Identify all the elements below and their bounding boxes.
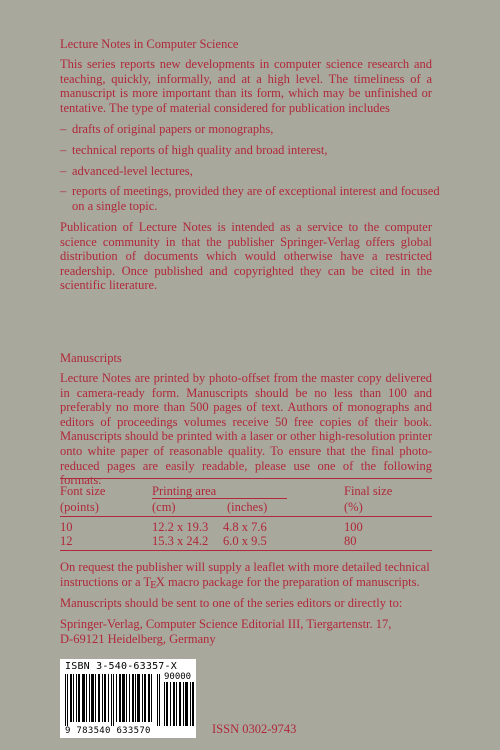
manuscripts-paragraph: Lecture Notes are printed by photo-offset from the master copy delivered in camera-ready form. Manuscripts should be no less than 100 and preferably no more than 500 pages of text. Authors of monographs and editors of proceedings volumes receive 50 free copies of their book. Manuscripts should be printed with a laser or other high-resolution printer onto white paper of reasonable quality. To ensure that the final photo-reduced pages are easily readable, please use one of the following formats: <box>60 371 432 488</box>
list-item: – reports of meetings, provided they are of exceptional interest and focused on a single topic. <box>60 184 440 213</box>
request-line-1: On request the publisher will supply a leaflet with more detailed technical <box>60 560 430 574</box>
barcode-number: 9 783540 633570 <box>65 726 151 736</box>
request-line-2: instructions or a TEX macro package for the preparation of manuscripts. <box>60 575 420 591</box>
isbn-barcode <box>60 659 196 738</box>
issn-number: ISSN 0302-9743 <box>212 722 297 736</box>
manuscripts-heading: Manuscripts <box>60 351 122 365</box>
publication-paragraph: Publication of Lecture Notes is intended as a service to the computer science community in that the publisher Springer-Verlag offers global distribution of documents which would otherwise have a restricted readership. Once published and copyrighted they can be cited in the scientific literature. <box>60 220 432 293</box>
header-printing-area: Printing area <box>152 484 217 498</box>
subheader-points: (points) <box>60 500 99 514</box>
table-top-rule <box>60 478 432 479</box>
subheader-cm: (cm) <box>152 500 176 514</box>
header-font-size: Font size <box>60 484 106 498</box>
series-heading: Lecture Notes in Computer Science <box>60 37 239 51</box>
back-cover-text: Lecture Notes in Computer Science This series reports new developments in computer science research and teaching, quickly, informally, and at a high level. The timeliness of a manuscript is more important than its form, which may be unfinished or tentative. The type of material considered for publication includes – drafts of original papers or monographs, – technical reports of high quality and broad interest, – advanced-level lectures, – reports of meetings, provided they are of exceptional interest and focused on a single topic. Publication of Lecture Notes is intended as a service to the computer science community in that the publisher Springer-Verlag offers global distribution of documents which would otherwise have a restricted readership. Once published and copyrighted they can be cited in the scientific literature. Manuscripts Lecture Notes are printed by photo-offset from the master copy delivered in camera-ready form. Manuscripts should be no less than 100 and preferably no more than 500 pages of text. Authors of monographs and editors of proceedings volumes receive 50 free copies of their book. Manuscripts should be printed with a laser or other high-resolution printer onto white paper of reasonable quality. To ensure that the final photo-reduced pages are easily readable, please use one of the following formats: Font size Printing area Final size (points) (cm) (inches) (%) 10 12.2 x 19.3 4.8 x 7.6 100 12 15.3 x 24.2 6.0 x 9.5 80 On request the publisher will supply a leaflet with more detailed technical instructions or a TEX macro package for the preparation of manuscripts. Manuscripts should be sent to one of the series editors or directly to: Springer-Verlag, Computer Science Editorial III, Tiergartenstr. 17, D-69121 Heidelberg, Germany <box>60 37 440 646</box>
tex-logo: TEX <box>143 575 165 591</box>
barcode-isbn-text: ISBN 3-540-63357-X <box>65 661 177 672</box>
barcode-addon-bars <box>164 682 194 726</box>
header-final-size: Final size <box>344 484 393 498</box>
list-item: – technical reports of high quality and broad interest, <box>60 143 328 157</box>
barcode-addon-number: 90000 <box>164 672 192 682</box>
series-intro: This series reports new developments in computer science research and teaching, quickly, informally, and at a high level. The timeliness of a manuscript is more important than its form, which may be unfinished or tentative. The type of material considered for publication includes <box>60 57 432 115</box>
barcode-bars <box>65 674 160 726</box>
list-item: – drafts of original papers or monographs, <box>60 122 274 136</box>
table-header-rule <box>60 516 432 517</box>
address-line-1: Springer-Verlag, Computer Science Editorial III, Tiergartenstr. 17, <box>60 617 392 631</box>
subheader-inches: (inches) <box>227 500 268 514</box>
subheader-percent: (%) <box>344 500 363 514</box>
address-line-2: D-69121 Heidelberg, Germany <box>60 632 216 646</box>
send-line: Manuscripts should be sent to one of the series editors or directly to: <box>60 596 403 610</box>
list-item: – advanced-level lectures, <box>60 164 193 178</box>
printing-area-rule <box>152 498 287 499</box>
table-bottom-rule <box>60 550 432 551</box>
